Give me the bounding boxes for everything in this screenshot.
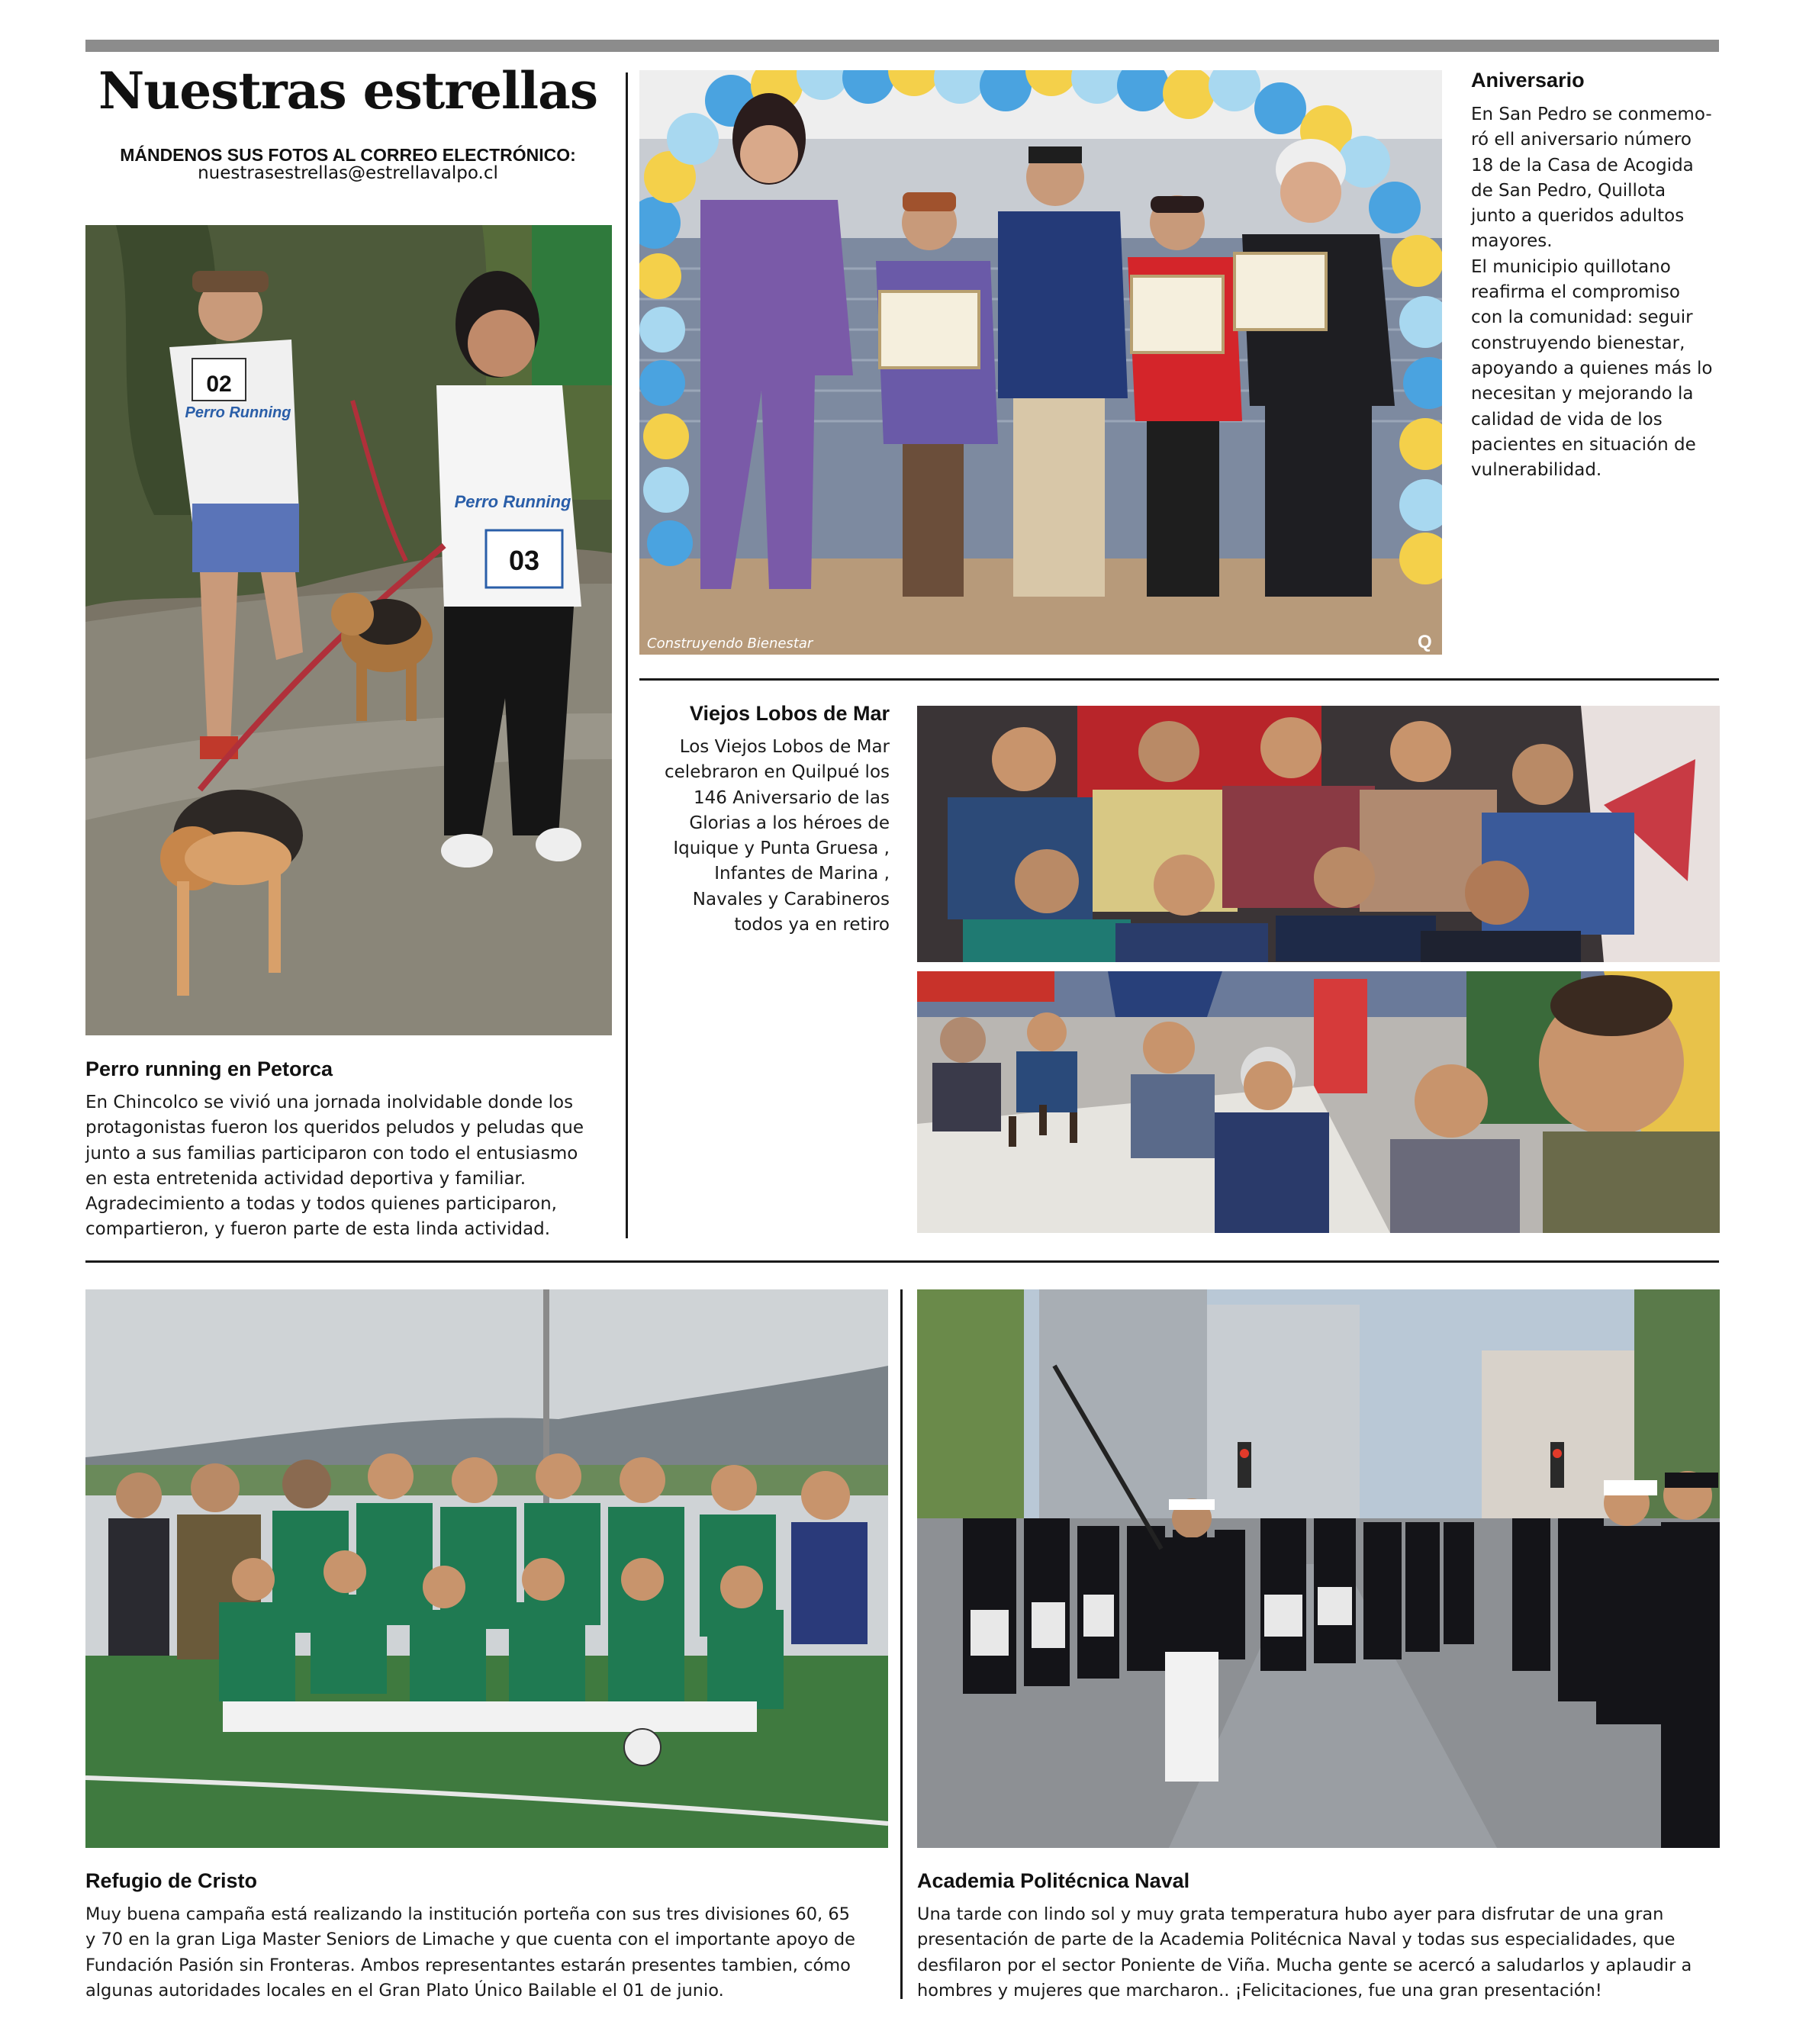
perro-running-photo [85,225,612,1035]
aniversario-line: En San Pedro se conmemo- [1471,105,1712,124]
lobos-line: 146 Aniversario de las [694,787,890,808]
lobos-line: celebraron en Quilpué los [665,762,890,783]
lobos-title: Viejos Lobos de Mar [689,702,890,725]
aniversario-line: ró ell aniversario número [1471,130,1692,150]
aniversario-photo [639,70,1442,655]
refugio-line: y 70 en la gran Liga Master Seniors de Limache y que cuenta con el importante apoyo de [85,1930,855,1950]
refugio-line: Muy buena campaña está realizando la institución porteña con sus tres divisiones 60, 65 [85,1904,850,1924]
perro-line: protagonistas fueron los queridos peludos y peludas que [85,1118,584,1138]
bib-03-number: 03 [508,545,540,576]
divider-lobos [639,678,1719,681]
lobos-body [639,735,890,938]
perro-line: compartieron, y fueron parte de esta linda actividad. [85,1219,551,1240]
refugio-line: Fundación Pasión sin Fronteras. Ambos representantes estarán presentes tambien, cómo [85,1955,851,1975]
aniversario-line: junto a queridos adultos [1471,206,1685,227]
aniversario-line: calidad de vida de los [1471,409,1663,430]
lobos-photo-bottom [917,971,1720,1233]
perro-line: En Chincolco se vivió una jornada inolvidable donde los [85,1093,574,1112]
lobos-line: Infantes de Marina , [714,864,890,884]
perro-line: en esta entretenida actividad deportiva y familiar. [85,1168,526,1189]
aniversario-corner-mark: Q [1418,632,1432,652]
academia-line: desfilaron por el sector Poniente de Viña. Mucha gente se acercó a saludarlos y aplaudir a [917,1955,1692,1975]
aniversario-line: vulnerabilidad. [1471,460,1602,481]
aniversario-title: Aniversario [1471,69,1585,92]
aniversario-watermark: Construyendo Bienestar [647,636,813,652]
lobos-line: Glorias a los héroes de [689,813,890,833]
refugio-title: Refugio de Cristo [85,1869,258,1892]
lobos-line: todos ya en retiro [734,915,890,935]
aniversario-line: El municipio quillotano [1471,256,1671,277]
aniversario-line: construyendo bienestar, [1471,333,1685,353]
bib-02-number: 02 [206,372,232,397]
aniversario-line: pacientes en situación de [1471,434,1696,455]
top-bar [85,40,1719,52]
academia-photo [917,1289,1720,1848]
submit-instructions: MÁNDENOS SUS FOTOS AL CORREO ELECTRÓNICO: [120,145,576,165]
aniversario-line: con la comunidad: seguir [1471,307,1693,328]
academia-body [917,1902,1718,2004]
academia-line: hombres y mujeres que marcharon.. ¡Felicitaciones, fue una gran presentación! [917,1980,1602,2001]
lobos-line: Iquique y Punta Gruesa , [673,839,890,859]
aniversario-body [1471,102,1715,483]
academia-title: Academia Politécnica Naval [917,1869,1190,1892]
aniversario-line: 18 de la Casa de Acogida [1471,155,1694,175]
section-divider [85,1260,1719,1263]
refugio-photo [85,1289,888,1848]
page-title: Nuestras estrellas [98,61,598,121]
lobos-line: Navales y Carabineros [692,889,890,909]
lobos-photo-top [917,706,1720,962]
lobos-line: Los Viejos Lobos de Mar [679,737,890,757]
refugio-body [85,1902,894,2004]
academia-line: presentación de parte de la Academia Politécnica Naval y todas sus especialidades, que [917,1930,1676,1950]
submit-email[interactable]: nuestrasestrellas@estrellavalpo.cl [198,163,498,183]
shirt-text-woman: Perro Running [454,492,571,511]
aniversario-line: mayores. [1471,231,1553,252]
academia-line: Una tarde con lindo sol y muy grata temperatura hubo ayer para disfrutar de una gran [917,1904,1664,1924]
bib-03 [486,530,562,587]
perro-body [85,1090,620,1243]
column-divider-top [626,72,628,1238]
column-divider-bottom [900,1289,903,1999]
aniversario-line: apoyando a quienes más lo [1471,358,1713,378]
aniversario-line: reafirma el compromiso [1471,282,1680,303]
shirt-text-man: Perro Running [185,404,291,421]
perro-line: Agradecimiento a todas y todos quienes participaron, [85,1194,557,1215]
aniversario-line: de San Pedro, Quillota [1471,180,1666,201]
bib-02 [192,359,246,401]
perro-line: junto a sus familias participaron con todo el entusiasmo [85,1143,578,1164]
aniversario-line: necesitan y mejorando la [1471,384,1694,404]
perro-title: Perro running en Petorca [85,1057,333,1080]
refugio-line: algunas autoridades locales en el Gran Plato Único Bailable el 01 de junio. [85,1980,724,2001]
